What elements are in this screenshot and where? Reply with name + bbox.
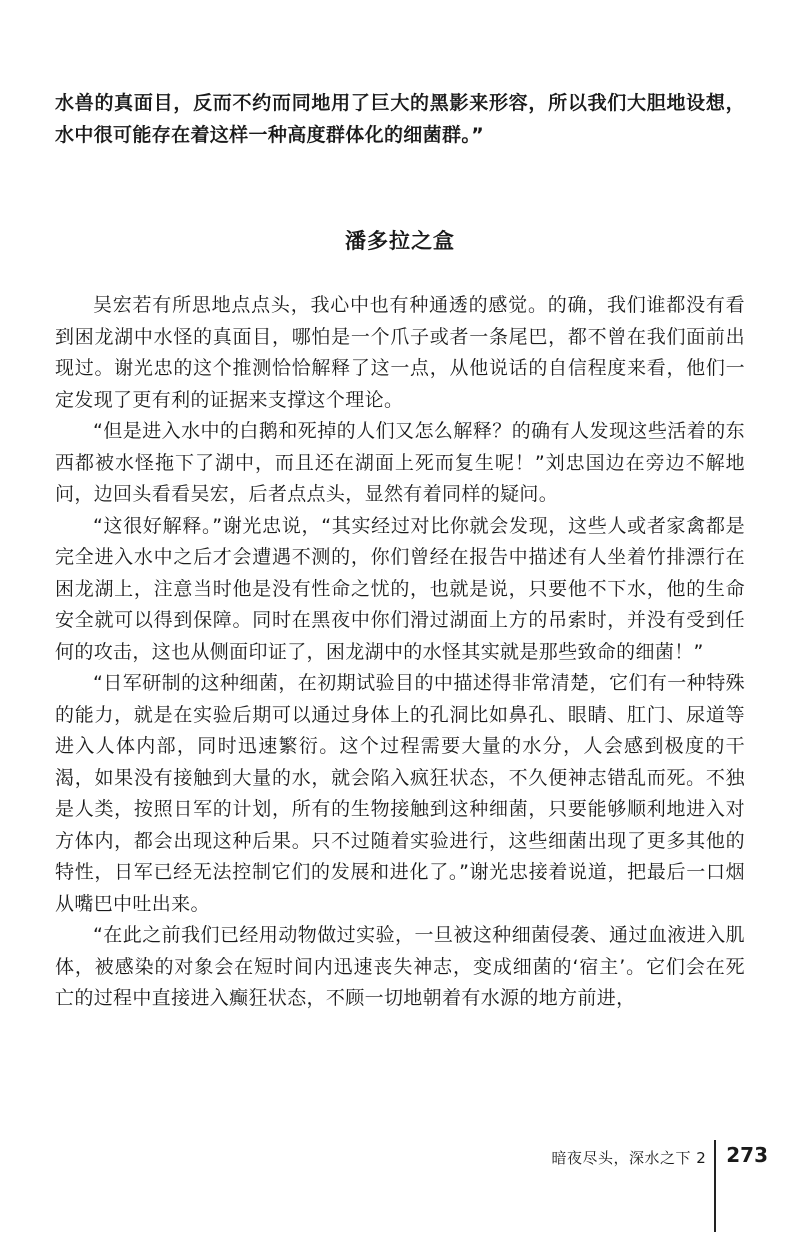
- paragraph-3: “这很好解释。”谢光忠说，“其实经过对比你就会发现，这些人或者家禽都是完全进入水中之后才会遭遇不测的，你们曾经在报告中描述有人坐着竹排漂行在困龙湖上，注意当时他是没有性命之忧的，也就是说，只要他不下水，他的生命安全就可以得到保障。同时在黑夜中你们滑过湖面上方的吊索时，并没有受到任何的攻击，这也从侧面印证了，困龙湖中的水怪其实就是那些致命的细菌！”: [55, 514, 745, 663]
- section-title: 潘多拉之盒: [345, 229, 455, 253]
- footer-divider: [714, 1140, 716, 1232]
- page-number: 273: [726, 1143, 768, 1167]
- paragraph-2: “但是进入水中的白鹅和死掉的人们又怎么解释？的确有人发现这些活着的东西都被水怪拖下了湖中，而且还在湖面上死而复生呢！”刘忠国边在旁边不解地问，边回头看看吴宏，后者点点头，显然有着同样的疑问。: [55, 420, 745, 505]
- opening-paragraph: [55, 88, 745, 151]
- page-footer: [551, 1140, 768, 1240]
- paragraph-1: 吴宏若有所思地点点头，我心中也有种通透的感觉。的确，我们谁都没有看到困龙湖中水怪的真面目，哪怕是一个爪子或者一条尾巴，都不曾在我们面前出现过。谢光忠的这个推测恰恰解释了这一点，从他说话的自信程度来看，他们一定发现了更有利的证据来支撑这个理论。: [55, 294, 745, 411]
- opening-paragraph-text: 水兽的真面目，反而不约而同地用了巨大的黑影来形容，所以我们大胆地设想，水中很可能存在着这样一种高度群体化的细菌群。”: [55, 92, 745, 146]
- paragraph-5: “在此之前我们已经用动物做过实验，一旦被这种细菌侵袭、通过血液进入肌体，被感染的对象会在短时间内迅速丧失神志，变成细菌的‘宿主’。它们会在死亡的过程中直接进入癫狂状态，不顾一切地朝着有水源的地方前进，: [55, 924, 745, 1009]
- paragraph-4: “日军研制的这种细菌，在初期试验目的中描述得非常清楚，它们有一种特殊的能力，就是在实验后期可以通过身体上的孔洞比如鼻孔、眼睛、肛门、尿道等进入人体内部，同时迅速繁衍。这个过程需要大量的水分，人会感到极度的干渴，如果没有接触到大量的水，就会陷入疯狂状态，不久便神志错乱而死。不独是人类，按照日军的计划，所有的生物接触到这种细菌，只要能够顺利地进入对方体内，都会出现这种后果。只不过随着实验进行，这些细菌出现了更多其他的特性，日军已经无法控制它们的发展和进化了。”谢光忠接着说道，把最后一口烟从嘴巴中吐出来。: [55, 672, 745, 915]
- running-title: 暗夜尽头，深水之下 2: [551, 1149, 707, 1167]
- body-text: [55, 290, 745, 1015]
